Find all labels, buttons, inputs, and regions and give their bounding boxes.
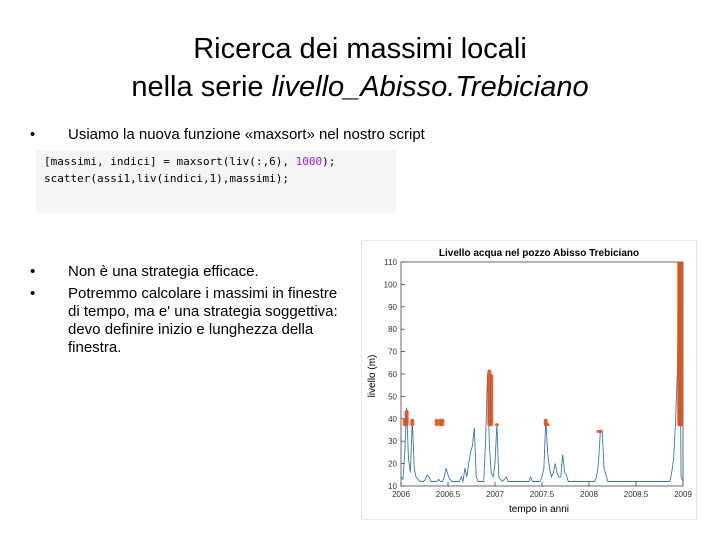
x-tick-label: 2008: [580, 490, 598, 499]
y-tick-label: 20: [388, 459, 397, 469]
y-tick-label: 80: [388, 325, 397, 335]
bullet-text-2: Non è una strategia efficace.: [68, 263, 259, 280]
x-tick-label: 2006.5: [435, 490, 461, 499]
y-tick-label: 40: [388, 414, 397, 424]
bullet-item-2: [30, 263, 340, 281]
slide-title: [0, 30, 720, 106]
bullet-item-3: [30, 285, 340, 357]
maxima-marker: [410, 419, 414, 426]
y-tick-label: 30: [388, 437, 397, 447]
plot-box: [401, 262, 683, 486]
bullet-dot: •: [30, 285, 36, 302]
title-line-1: Ricerca dei massimi locali: [193, 33, 527, 65]
y-tick-label: 90: [388, 302, 397, 312]
code-line-1-a: [massimi, indici] = maxsort(liv(:,6),: [44, 155, 290, 168]
chart-x-label: tempo in anni: [508, 504, 570, 515]
maxima-marker: [435, 419, 439, 426]
code-line-1-b: );: [322, 155, 336, 168]
title-line-2: [0, 68, 720, 106]
bullet-text-3: Potremmo calcolare i massimi in finestre di tempo, ma e' una strategia soggettiva: devo definire inizio e lunghezza della finestra.: [68, 285, 338, 356]
maxima-marker: [495, 423, 499, 426]
chart-svg: [361, 240, 697, 520]
chart-y-label: livello (m): [367, 354, 378, 398]
bullet-dot: •: [30, 263, 36, 280]
x-tick-label: 2007.5: [529, 490, 555, 499]
maxima-marker: [598, 430, 602, 433]
x-tick-label: 2009: [674, 490, 692, 499]
chart-title: Livello acqua nel pozzo Abisso Trebiciano: [438, 248, 640, 259]
y-tick-label: 50: [388, 392, 397, 402]
maxima-marker: [489, 374, 493, 426]
x-tick-label: 2006: [392, 490, 410, 499]
y-tick-label: 70: [388, 347, 397, 357]
y-tick-label: 110: [384, 258, 397, 267]
bullet-dot: •: [30, 126, 36, 143]
bullet-list-2: [30, 263, 340, 361]
y-tick-label: 60: [388, 370, 397, 379]
code-block: [36, 150, 396, 213]
maxima-marker: [440, 419, 444, 426]
maxima-marker: [546, 423, 550, 426]
y-tick-label: 100: [383, 280, 397, 290]
x-tick-label: 2007: [486, 490, 504, 499]
code-line-2: scatter(assi1,liv(indici,1),massimi);: [44, 172, 290, 185]
x-tick-label: 2008.5: [623, 490, 649, 499]
maxima-marker: [405, 410, 409, 426]
maxima-marker: [679, 262, 683, 426]
y-tick-label: 10: [388, 482, 397, 491]
code-line-1-number: 1000: [295, 155, 323, 168]
chart-figure: [361, 240, 697, 520]
plot-area: [384, 258, 693, 499]
title-series-name: livello_Abisso.Trebiciano: [271, 71, 589, 103]
title-line-2-prefix: nella serie: [131, 71, 272, 103]
bullet-text-1: Usiamo la nuova funzione «maxsort» nel nostro script: [68, 126, 425, 143]
